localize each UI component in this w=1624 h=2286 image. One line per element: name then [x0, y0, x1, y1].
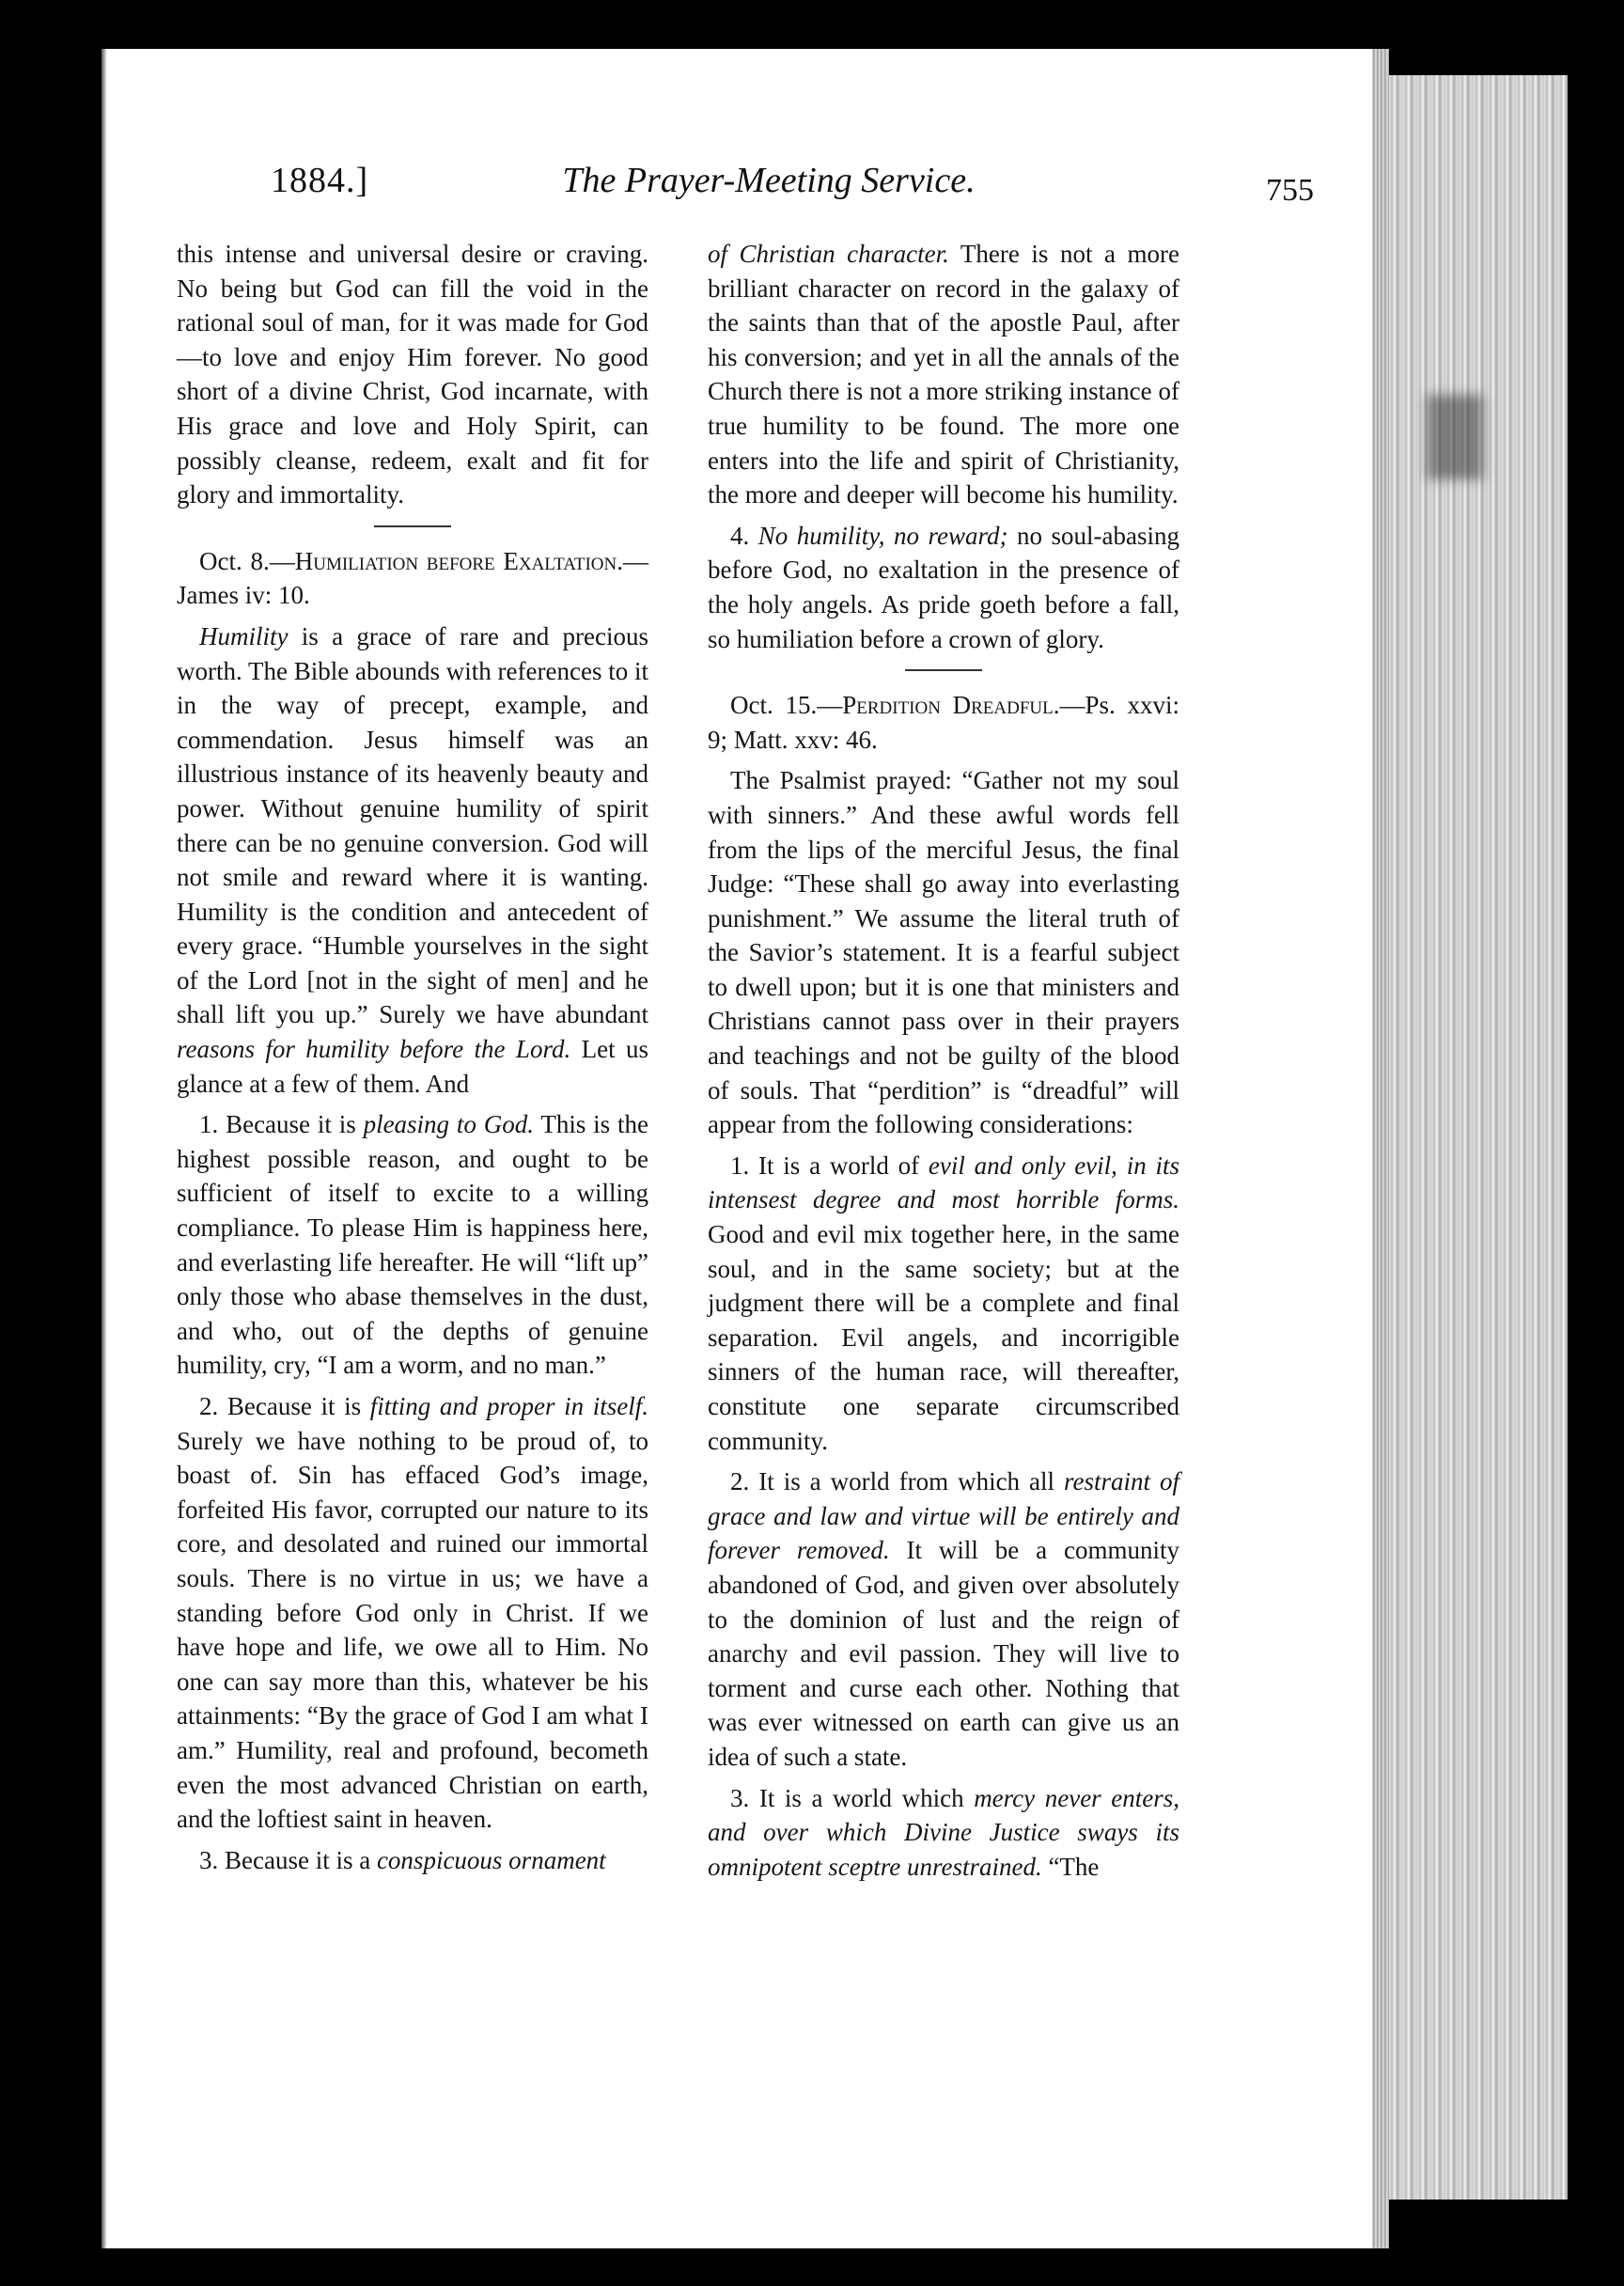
paragraph: 1. Because it is pleasing to God. This is the highest possible reason, and ought to be sufficient of itself to excite to a willing compliance. To please Him is happiness here, and everlasting life hereafter. He will “lift up” only those who abase themselves in the dust, and who, out of the depths of genuine humility, cry, “I am a worm, and no man.”	[177, 1110, 648, 1380]
paragraph: The Psalmist prayed: “Gather not my soul with sinners.” And these awful words fell from the lips of the merciful Jesus, the final Judge: “These shall go away into everlasting punishment.” We assume the literal truth of the Savior’s statement. It is a fearful subject to dwell upon; but it is one that ministers and Christians cannot pass over in their prayers and teachings and not be guilty of the blood of souls. That “perdition” is “dreadful” will appear from the following considerations:	[708, 766, 1179, 1139]
header-title: The Prayer-Meeting Service.	[562, 161, 976, 200]
section-divider	[374, 525, 451, 527]
page-number: 755	[1266, 173, 1314, 208]
paragraph: 2. It is a world from which all restraint of grace and law and virtue will be entirely and forever removed. It will be a community abandoned of God, and given over absolutely to the dominion of lust and the reign of anarchy and evil passion. They will live to torment and curse each other. Nothing that was ever witnessed on earth can give us an idea of such a state.	[708, 1467, 1180, 1771]
running-header	[186, 160, 1351, 216]
fore-edge	[1372, 49, 1389, 2248]
section-heading-oct-15: Oct. 15.—Perdition Dreadful.—Ps. xxvi: 9; Matt. xxv: 46.	[708, 691, 1179, 754]
paragraph: 3. Because it is a conspicuous ornament	[199, 1845, 606, 1874]
paragraph: 4. No humility, no reward; no soul-abasing before God, no exaltation in the presence of the holy angels. As pride goeth before a fall, so humiliation before a crown of glory.	[708, 521, 1179, 653]
paragraph: 2. Because it is fitting and proper in itself. Surely we have nothing to be proud of, to boast of. Sin has effaced God’s image, forfeited His favor, corrupted our nature to its core, and desolated and ruined our immortal souls. There is no virtue in us; we have a standing before God only in Christ. If we have hope and life, we owe all to Him. No one can say more than this, whatever be his attainments: “By the grace of God I am what I am.” Humility, real and profound, becometh even the most advanced Christian on earth, and the loftiest saint in heaven.	[177, 1392, 648, 1834]
section-divider	[905, 669, 982, 671]
paragraph: Humility is a grace of rare and precious worth. The Bible abounds with references to it in the way of precept, example, and commendation. Jesus himself was an illustrious instance of its heavenly beauty and power. Without genuine humility of spirit there can be no genuine conversion. God will not smile and reward where it is wanting. Humility is the condition and antecedent of every grace. “Humble yourselves in the sight of the Lord [not in the sight of men] and he shall lift you up.” Surely we have abundant reasons for humility before the Lord. Let us glance at a few of them. And	[177, 621, 648, 1098]
book-page	[102, 49, 1389, 2248]
paragraph: this intense and universal desire or craving. No being but God can fill the void in the rational soul of man, for it was made for God—to love and enjoy Him forever. No good short of a divine Christ, God incarnate, with His grace and love and Holy Spirit, can possibly cleanse, redeem, exalt and fit for glory and immortality.	[177, 240, 648, 509]
right-column	[708, 237, 1179, 1890]
paragraph: of Christian character. There is not a more brilliant character on record in the galaxy of the saints than that of the apostle Paul, after his conversion; and yet in all the annals of the Church there is not a more striking instance of true humility to be found. The more one enters into the life and spirit of Christianity, the more and deeper will become his humility.	[708, 240, 1179, 509]
section-heading-oct-8: Oct. 8.—Humiliation before Exaltation.—James iv: 10.	[177, 546, 648, 610]
paragraph: 3. It is a world which mercy never enters, and over which Divine Justice sways its omnipotent sceptre unrestrained. “The	[708, 1783, 1179, 1881]
header-year: 1884.]	[271, 161, 369, 200]
page-stack-edge	[1389, 75, 1568, 2200]
gutter-shadow	[102, 49, 107, 2248]
left-column	[177, 237, 648, 1884]
paragraph: 1. It is a world of evil and only evil, in its intensest degree and most horrible forms. Good and evil mix together here, in the same soul, and in the same society; but at the judgment there will be a complete and final separation. Evil angels, and incorrigible sinners of the human race, will thereafter, constitute one separate circumscribed community.	[708, 1151, 1179, 1455]
